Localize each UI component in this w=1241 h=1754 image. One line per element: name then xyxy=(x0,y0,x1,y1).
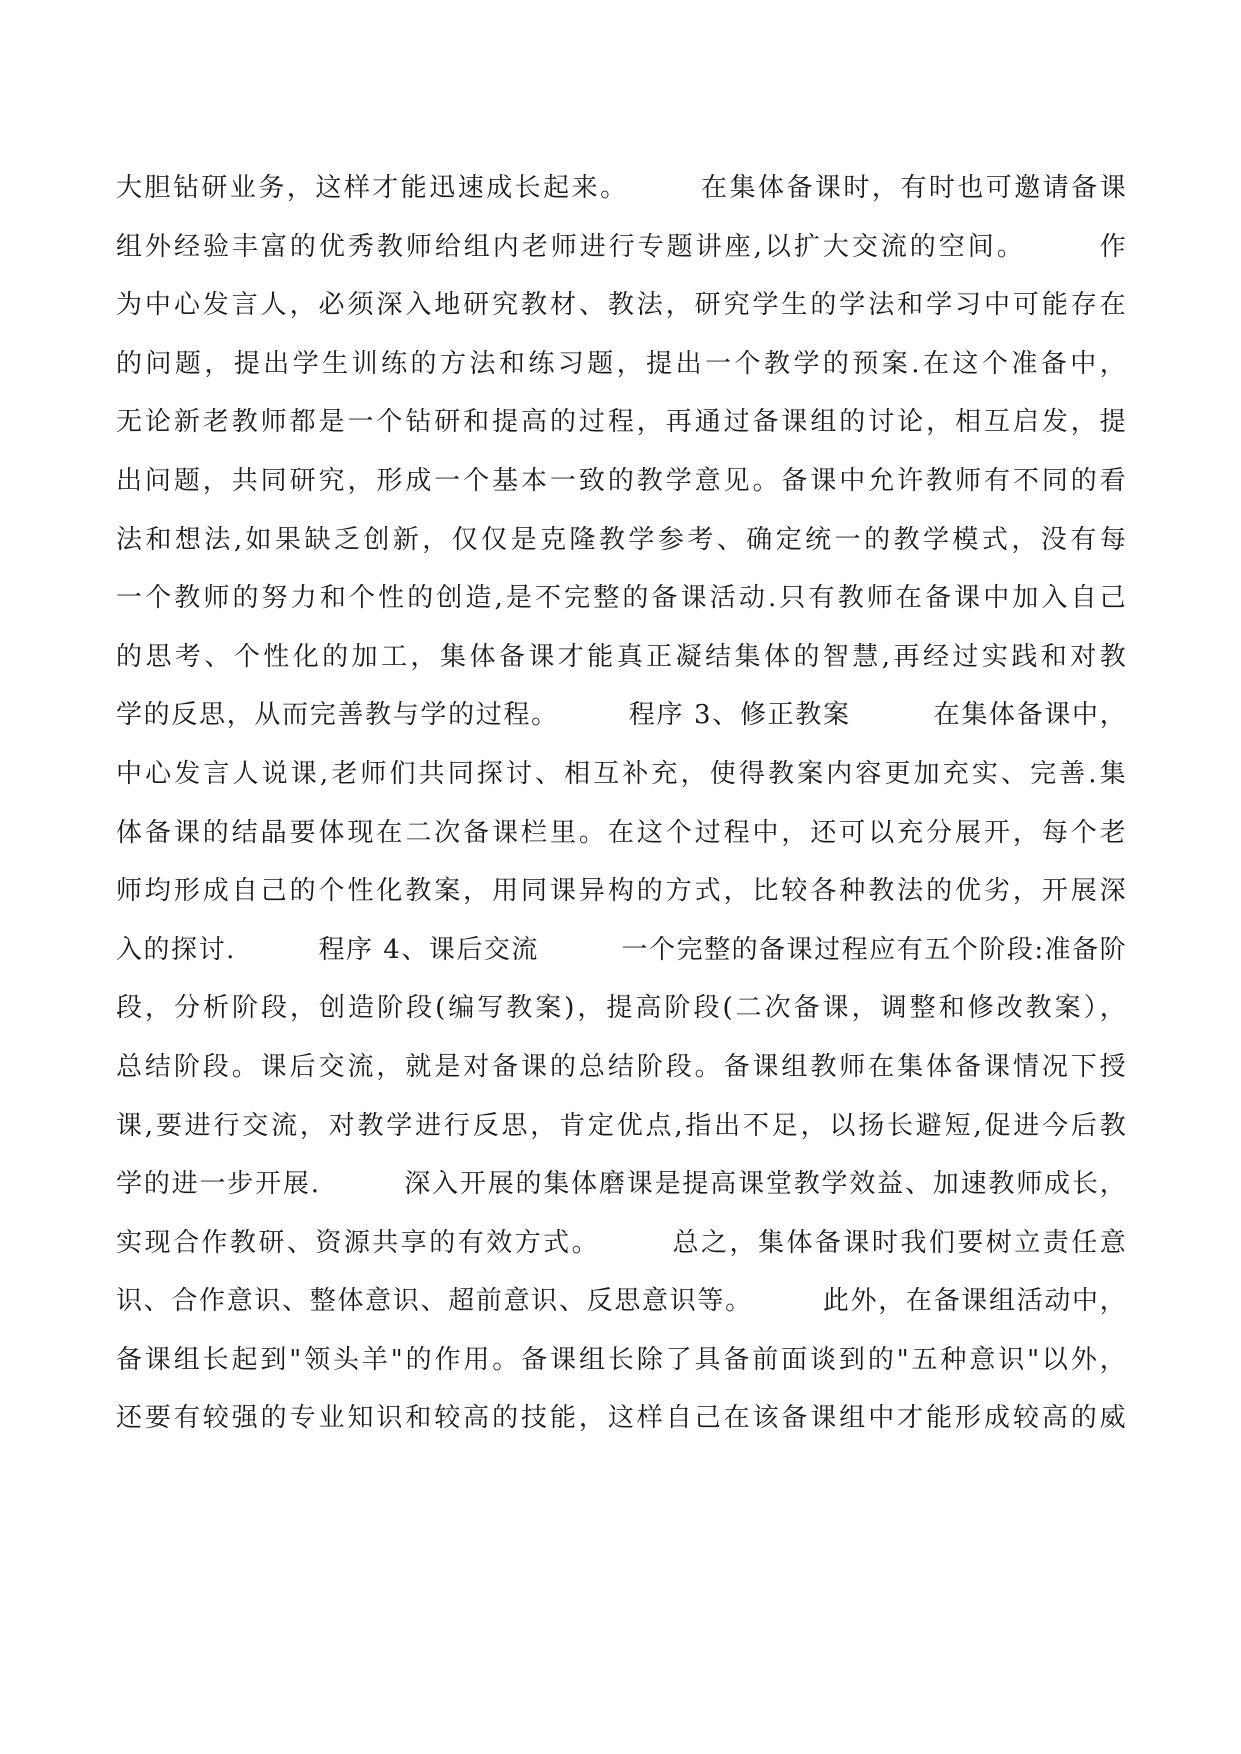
text-line: 总结阶段。课后交流，就是对备课的总结阶段。备课组教师在集体备课情况下授 xyxy=(116,1051,1126,1082)
text-line: 还要有较强的专业知识和较高的技能，这样自己在该备课组中才能形成较高的威 xyxy=(116,1403,1126,1434)
text-line: 识、合作意识、整体意识、超前意识、反思意识等。 此外，在备课组活动中， xyxy=(116,1286,1126,1317)
text-line: 为中心发言人，必须深入地研究教材、教法，研究学生的学法和学习中可能存在 xyxy=(116,290,1126,321)
text-line: 实现合作教研、资源共享的有效方式。 总之，集体备课时我们要树立责任意 xyxy=(116,1227,1126,1258)
text-line: 的问题，提出学生训练的方法和练习题，提出一个教学的预案.在这个准备中， xyxy=(116,348,1126,379)
text-line: 学的反思，从而完善教与学的过程。 程序 3、修正教案 在集体备课中， xyxy=(116,700,1126,731)
text-line: 师均形成自己的个性化教案，用同课异构的方式，比较各种教法的优劣，开展深 xyxy=(116,876,1126,907)
text-line: 无论新老教师都是一个钻研和提高的过程，再通过备课组的讨论，相互启发，提 xyxy=(116,407,1126,438)
body-text xyxy=(116,159,1126,1448)
text-line: 出问题，共同研究，形成一个基本一致的教学意见。备课中允许教师有不同的看 xyxy=(116,465,1126,496)
text-line: 备课组长起到"领头羊"的作用。备课组长除了具备前面谈到的"五种意识"以外， xyxy=(116,1344,1126,1375)
text-line: 课,要进行交流，对教学进行反思，肯定优点,指出不足，以扬长避短,促进今后教 xyxy=(116,1110,1126,1141)
text-line: 学的进一步开展. 深入开展的集体磨课是提高课堂教学效益、加速教师成长， xyxy=(116,1169,1126,1200)
text-line: 段，分析阶段，创造阶段(编写教案)，提高阶段(二次备课，调整和修改教案）， xyxy=(116,993,1126,1024)
text-line: 组外经验丰富的优秀教师给组内老师进行专题讲座,以扩大交流的空间。 作 xyxy=(116,231,1126,262)
text-line: 中心发言人说课,老师们共同探讨、相互补充，使得教案内容更加充实、完善.集 xyxy=(116,758,1126,789)
text-line: 体备课的结晶要体现在二次备课栏里。在这个过程中，还可以充分展开，每个老 xyxy=(116,817,1126,848)
text-line: 法和想法,如果缺乏创新，仅仅是克隆教学参考、确定统一的教学模式，没有每 xyxy=(116,524,1126,555)
text-line: 一个教师的努力和个性的创造,是不完整的备课活动.只有教师在备课中加入自己 xyxy=(116,583,1126,614)
text-line: 入的探讨. 程序 4、课后交流 一个完整的备课过程应有五个阶段:准备阶 xyxy=(116,934,1126,965)
text-line: 大胆钻研业务，这样才能迅速成长起来。 在集体备课时，有时也可邀请备课 xyxy=(116,173,1126,203)
text-line: 的思考、个性化的加工，集体备课才能真正凝结集体的智慧,再经过实践和对教 xyxy=(116,641,1126,672)
